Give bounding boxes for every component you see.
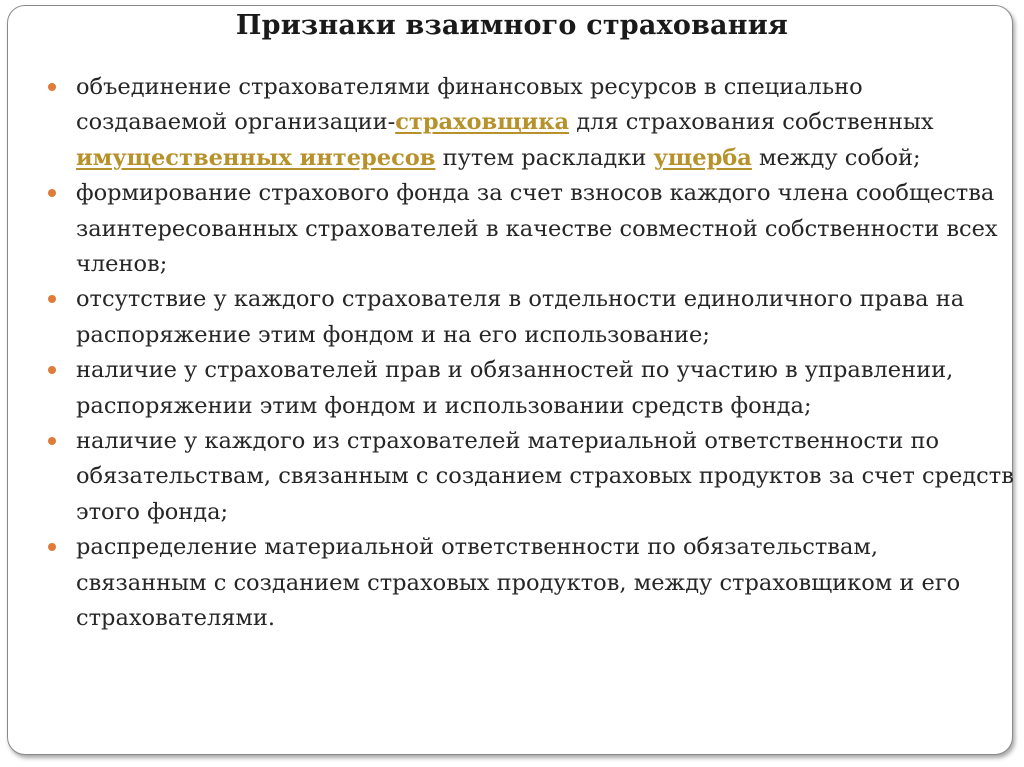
text-segment: путем раскладки [435,144,654,171]
bullet-dot-icon [48,366,56,374]
bullet-dot-icon [48,437,56,445]
text-segment: между собой; [751,144,921,171]
bullet-dot-icon [48,543,56,551]
hyperlink[interactable]: страховщика [395,109,570,136]
bullet-item [44,424,1014,530]
bullet-text [76,534,960,631]
text-segment: распределение материальной ответственности по обязательствам, связанным с созданием страховых продуктов, между страховщиком и его страхователями. [76,534,961,632]
text-segment: для страхования собственных [569,109,934,136]
bullet-item [44,282,1014,353]
hyperlink[interactable]: имущественных интересов [76,144,436,171]
bullet-item [44,353,1014,424]
hyperlink[interactable]: ущерба [653,144,752,171]
bullet-dot-icon [48,83,56,91]
text-segment: формирование страхового фонда за счет взносов каждого члена сообщества заинтересованных страхователей в качестве совместной собственности всех членов; [76,180,998,278]
bullet-item [44,530,1014,636]
text-segment: отсутствие у каждого страхователя в отдельности единоличного права на распоряжение этим фондом и на его использование; [76,286,965,348]
text-segment: наличие у страхователей прав и обязанностей по участию в управлении, распоряжении этим фондом и использовании средств фонда; [76,357,954,419]
slide-title: Признаки взаимного страхования [235,10,789,41]
bullet-text [76,180,998,277]
bullet-text [76,74,934,171]
text-segment: объединение страхователями финансовых ресурсов в специально создаваемой организации- [76,74,863,136]
bullet-dot-icon [48,295,56,303]
text-segment: наличие у каждого из страхователей материальной ответственности по обязательствам, связанным с созданием страховых продуктов за счет средств этого фонда; [76,428,1014,525]
bullet-dot-icon [48,189,56,197]
bullet-text [76,428,1014,525]
bullet-item [44,176,1014,282]
bullet-item [44,70,1014,176]
bullet-text [76,357,953,418]
bullet-list [44,70,1014,637]
bullet-text [76,286,964,347]
